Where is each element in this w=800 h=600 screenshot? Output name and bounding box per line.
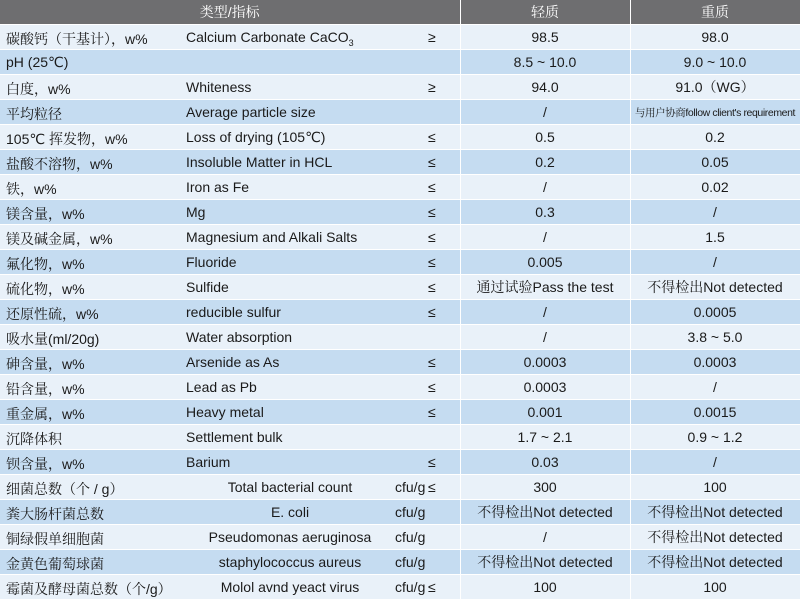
header-type-indicator: 类型/指标	[0, 0, 460, 25]
light-value: /	[460, 100, 630, 125]
spec-name-zh: 碳酸钙（干基计），w%	[6, 31, 148, 47]
table-row	[0, 325, 800, 350]
heavy-value: 0.0005	[630, 300, 800, 325]
spec-name-cell	[0, 75, 460, 100]
spec-name-en-text: Heavy metal	[186, 404, 264, 420]
table-row	[0, 350, 800, 375]
spec-name-en-text: Calcium Carbonate CaCO	[186, 29, 349, 45]
spec-name-zh: 金黄色葡萄球菌	[6, 556, 104, 572]
spec-unit: cfu/g	[395, 579, 426, 595]
spec-name-zh: 铅含量，w%	[6, 381, 85, 397]
spec-name-zh: 细菌总数（个 / g）	[6, 481, 124, 497]
light-value: 0.2	[460, 150, 630, 175]
light-value: 0.001	[460, 400, 630, 425]
spec-operator: ≤	[428, 179, 436, 195]
heavy-value: 100	[630, 575, 800, 600]
spec-name-en-text: Insoluble Matter in HCL	[186, 154, 333, 170]
spec-name-cell	[0, 350, 460, 375]
spec-name-en	[190, 579, 390, 595]
table-row	[0, 175, 800, 200]
light-value: 300	[460, 475, 630, 500]
formula-subscript: 3	[348, 37, 354, 48]
spec-unit: cfu/g	[395, 504, 426, 520]
spec-name-cell	[0, 300, 460, 325]
spec-name-cell	[0, 50, 460, 75]
spec-name-en-text: Mg	[186, 204, 206, 220]
light-value: 94.0	[460, 75, 630, 100]
heavy-value: 不得检出Not detected	[630, 525, 800, 550]
spec-name-zh: 砷含量，w%	[6, 356, 85, 372]
spec-name-zh: 氟化物，w%	[6, 256, 85, 272]
spec-name-cell	[0, 550, 460, 575]
spec-operator: ≤	[428, 454, 436, 470]
spec-name-en	[186, 254, 237, 270]
spec-name-en	[186, 429, 283, 445]
spec-operator: ≤	[428, 254, 436, 270]
table-row	[0, 100, 800, 125]
table-row	[0, 400, 800, 425]
spec-name-en	[186, 329, 292, 345]
light-value: 不得检出Not detected	[460, 500, 630, 525]
spec-name-en	[186, 379, 257, 395]
spec-name-cell	[0, 200, 460, 225]
spec-name-cell	[0, 275, 460, 300]
light-value: 0.0003	[460, 350, 630, 375]
light-value: /	[460, 175, 630, 200]
light-value: 100	[460, 575, 630, 600]
spec-unit: cfu/g	[395, 479, 426, 495]
spec-name-cell	[0, 375, 460, 400]
heavy-value: 100	[630, 475, 800, 500]
spec-operator: ≤	[428, 229, 436, 245]
spec-name-zh: 白度，w%	[6, 81, 71, 97]
spec-name-zh: 沉降体积	[6, 431, 62, 447]
spec-name-en	[186, 229, 357, 245]
table-row	[0, 500, 800, 525]
spec-name-en	[186, 354, 279, 370]
spec-name-en-text: Average particle size	[186, 104, 316, 120]
spec-unit: cfu/g	[395, 554, 426, 570]
spec-name-cell	[0, 475, 460, 500]
spec-name-en-text: Magnesium and Alkali Salts	[186, 229, 358, 245]
spec-name-zh: 平均粒径	[6, 106, 62, 122]
light-value: /	[460, 225, 630, 250]
spec-name-en-text: Total bacterial count	[227, 479, 353, 495]
light-value: 0.005	[460, 250, 630, 275]
heavy-value: 91.0（WG）	[630, 75, 800, 100]
spec-name-zh: 还原性硫，w%	[6, 306, 99, 322]
spec-name-cell	[0, 325, 460, 350]
table-row	[0, 225, 800, 250]
spec-name-cell	[0, 125, 460, 150]
spec-name-cell	[0, 525, 460, 550]
spec-operator: ≤	[428, 404, 436, 420]
table-row	[0, 250, 800, 275]
spec-name-cell	[0, 250, 460, 275]
spec-name-en	[190, 529, 390, 545]
heavy-value: 1.5	[630, 225, 800, 250]
table-row	[0, 450, 800, 475]
light-value: 0.3	[460, 200, 630, 225]
heavy-value: 0.2	[630, 125, 800, 150]
heavy-value: /	[630, 200, 800, 225]
heavy-value: 不得检出Not detected	[630, 275, 800, 300]
spec-name-en	[190, 479, 390, 495]
spec-name-zh: pH (25℃)	[6, 54, 69, 70]
spec-name-en	[186, 29, 354, 48]
spec-name-cell	[0, 400, 460, 425]
spec-name-en-text: E. coli	[270, 504, 310, 520]
spec-name-en-text: staphylococcus aureus	[218, 554, 362, 570]
heavy-value: /	[630, 450, 800, 475]
spec-name-cell	[0, 500, 460, 525]
table-row	[0, 50, 800, 75]
light-value: /	[460, 300, 630, 325]
spec-name-en	[186, 79, 251, 95]
light-value: 通过试验Pass the test	[460, 275, 630, 300]
spec-name-zh: 硫化物，w%	[6, 281, 85, 297]
heavy-value: 0.9 ~ 1.2	[630, 425, 800, 450]
table-row	[0, 375, 800, 400]
spec-table-body	[0, 25, 800, 600]
heavy-value: 不得检出Not detected	[630, 550, 800, 575]
spec-operator: ≤	[428, 154, 436, 170]
spec-name-cell	[0, 575, 460, 600]
spec-name-zh: 吸水量(ml/20g)	[6, 331, 100, 347]
spec-name-en	[186, 179, 249, 195]
light-value: /	[460, 525, 630, 550]
heavy-value: /	[630, 250, 800, 275]
table-row	[0, 550, 800, 575]
spec-name-en	[186, 154, 332, 170]
table-row	[0, 125, 800, 150]
spec-name-en	[186, 279, 229, 295]
spec-name-en-text: Lead as Pb	[186, 379, 257, 395]
header-heavy: 重质	[630, 0, 800, 25]
light-value: 1.7 ~ 2.1	[460, 425, 630, 450]
light-value: 0.5	[460, 125, 630, 150]
heavy-value: 0.05	[630, 150, 800, 175]
light-value: 0.0003	[460, 375, 630, 400]
spec-name-en-text: Arsenide as As	[186, 354, 280, 370]
table-row	[0, 525, 800, 550]
spec-operator: ≤	[428, 354, 436, 370]
spec-name-en	[190, 554, 390, 570]
spec-name-en	[186, 454, 230, 470]
heavy-value: 0.0003	[630, 350, 800, 375]
table-row	[0, 75, 800, 100]
heavy-value: 0.02	[630, 175, 800, 200]
table-row	[0, 275, 800, 300]
header-row	[0, 0, 800, 25]
spec-name-en	[186, 204, 205, 220]
header-light: 轻质	[460, 0, 630, 25]
spec-name-en	[186, 129, 325, 146]
spec-operator: ≤	[428, 379, 436, 395]
heavy-value: 与用户协商follow client's requirement	[630, 100, 800, 125]
light-value: 0.03	[460, 450, 630, 475]
spec-name-en-text: Pseudomonas aeruginosa	[208, 529, 372, 545]
spec-operator: ≤	[428, 204, 436, 220]
table-row	[0, 475, 800, 500]
spec-name-zh: 105℃ 挥发物，w%	[6, 131, 128, 147]
spec-name-cell	[0, 100, 460, 125]
spec-operator: ≤	[428, 304, 436, 320]
spec-unit: cfu/g	[395, 529, 426, 545]
spec-name-en	[186, 404, 264, 420]
spec-name-cell	[0, 425, 460, 450]
spec-name-en	[186, 304, 281, 320]
heavy-value: 9.0 ~ 10.0	[630, 50, 800, 75]
light-value: 8.5 ~ 10.0	[460, 50, 630, 75]
spec-operator: ≤	[428, 579, 436, 595]
spec-name-en-text: Barium	[186, 454, 231, 470]
spec-name-zh: 霉菌及酵母菌总数（个/g）	[6, 581, 172, 597]
heavy-value: 98.0	[630, 25, 800, 50]
spec-name-cell	[0, 225, 460, 250]
table-row	[0, 300, 800, 325]
spec-name-cell	[0, 450, 460, 475]
heavy-value: 不得检出Not detected	[630, 500, 800, 525]
spec-name-zh: 铁，w%	[6, 181, 57, 197]
heavy-value: /	[630, 375, 800, 400]
spec-name-en-text: Settlement bulk	[186, 429, 283, 445]
spec-name-cell	[0, 25, 460, 50]
spec-name-en-text: Fluoride	[186, 254, 237, 270]
spec-name-en	[186, 104, 316, 120]
table-row	[0, 575, 800, 600]
spec-name-zh: 粪大肠杆菌总数	[6, 506, 104, 522]
spec-name-en	[190, 504, 390, 520]
spec-operator: ≤	[428, 129, 436, 145]
spec-name-zh: 钡含量，w%	[6, 456, 85, 472]
heavy-value: 0.0015	[630, 400, 800, 425]
spec-name-zh: 铜绿假单细胞菌	[6, 531, 104, 547]
heavy-value: 3.8 ~ 5.0	[630, 325, 800, 350]
spec-operator: ≤	[428, 479, 436, 495]
spec-operator: ≥	[428, 29, 436, 45]
light-value: 不得检出Not detected	[460, 550, 630, 575]
spec-name-en-text: Water absorption	[186, 329, 293, 345]
table-row	[0, 150, 800, 175]
spec-name-en-text: Molol avnd yeact virus	[220, 579, 360, 595]
spec-name-en-text: Loss of drying (105℃)	[186, 129, 326, 145]
spec-operator: ≤	[428, 279, 436, 295]
spec-name-zh: 盐酸不溶物，w%	[6, 156, 113, 172]
spec-name-cell	[0, 175, 460, 200]
table-row	[0, 425, 800, 450]
spec-name-en-text: Iron as Fe	[186, 179, 250, 195]
spec-name-zh: 重金属，w%	[6, 406, 85, 422]
spec-name-zh: 镁含量，w%	[6, 206, 85, 222]
table-row	[0, 200, 800, 225]
spec-name-en-text: Whiteness	[186, 79, 252, 95]
spec-name-zh: 镁及碱金属，w%	[6, 231, 113, 247]
spec-name-cell	[0, 150, 460, 175]
spec-name-en-text: Sulfide	[186, 279, 229, 295]
spec-operator: ≥	[428, 79, 436, 95]
light-value: /	[460, 325, 630, 350]
table-row	[0, 25, 800, 50]
spec-name-en-text: reducible sulfur	[186, 304, 281, 320]
light-value: 98.5	[460, 25, 630, 50]
